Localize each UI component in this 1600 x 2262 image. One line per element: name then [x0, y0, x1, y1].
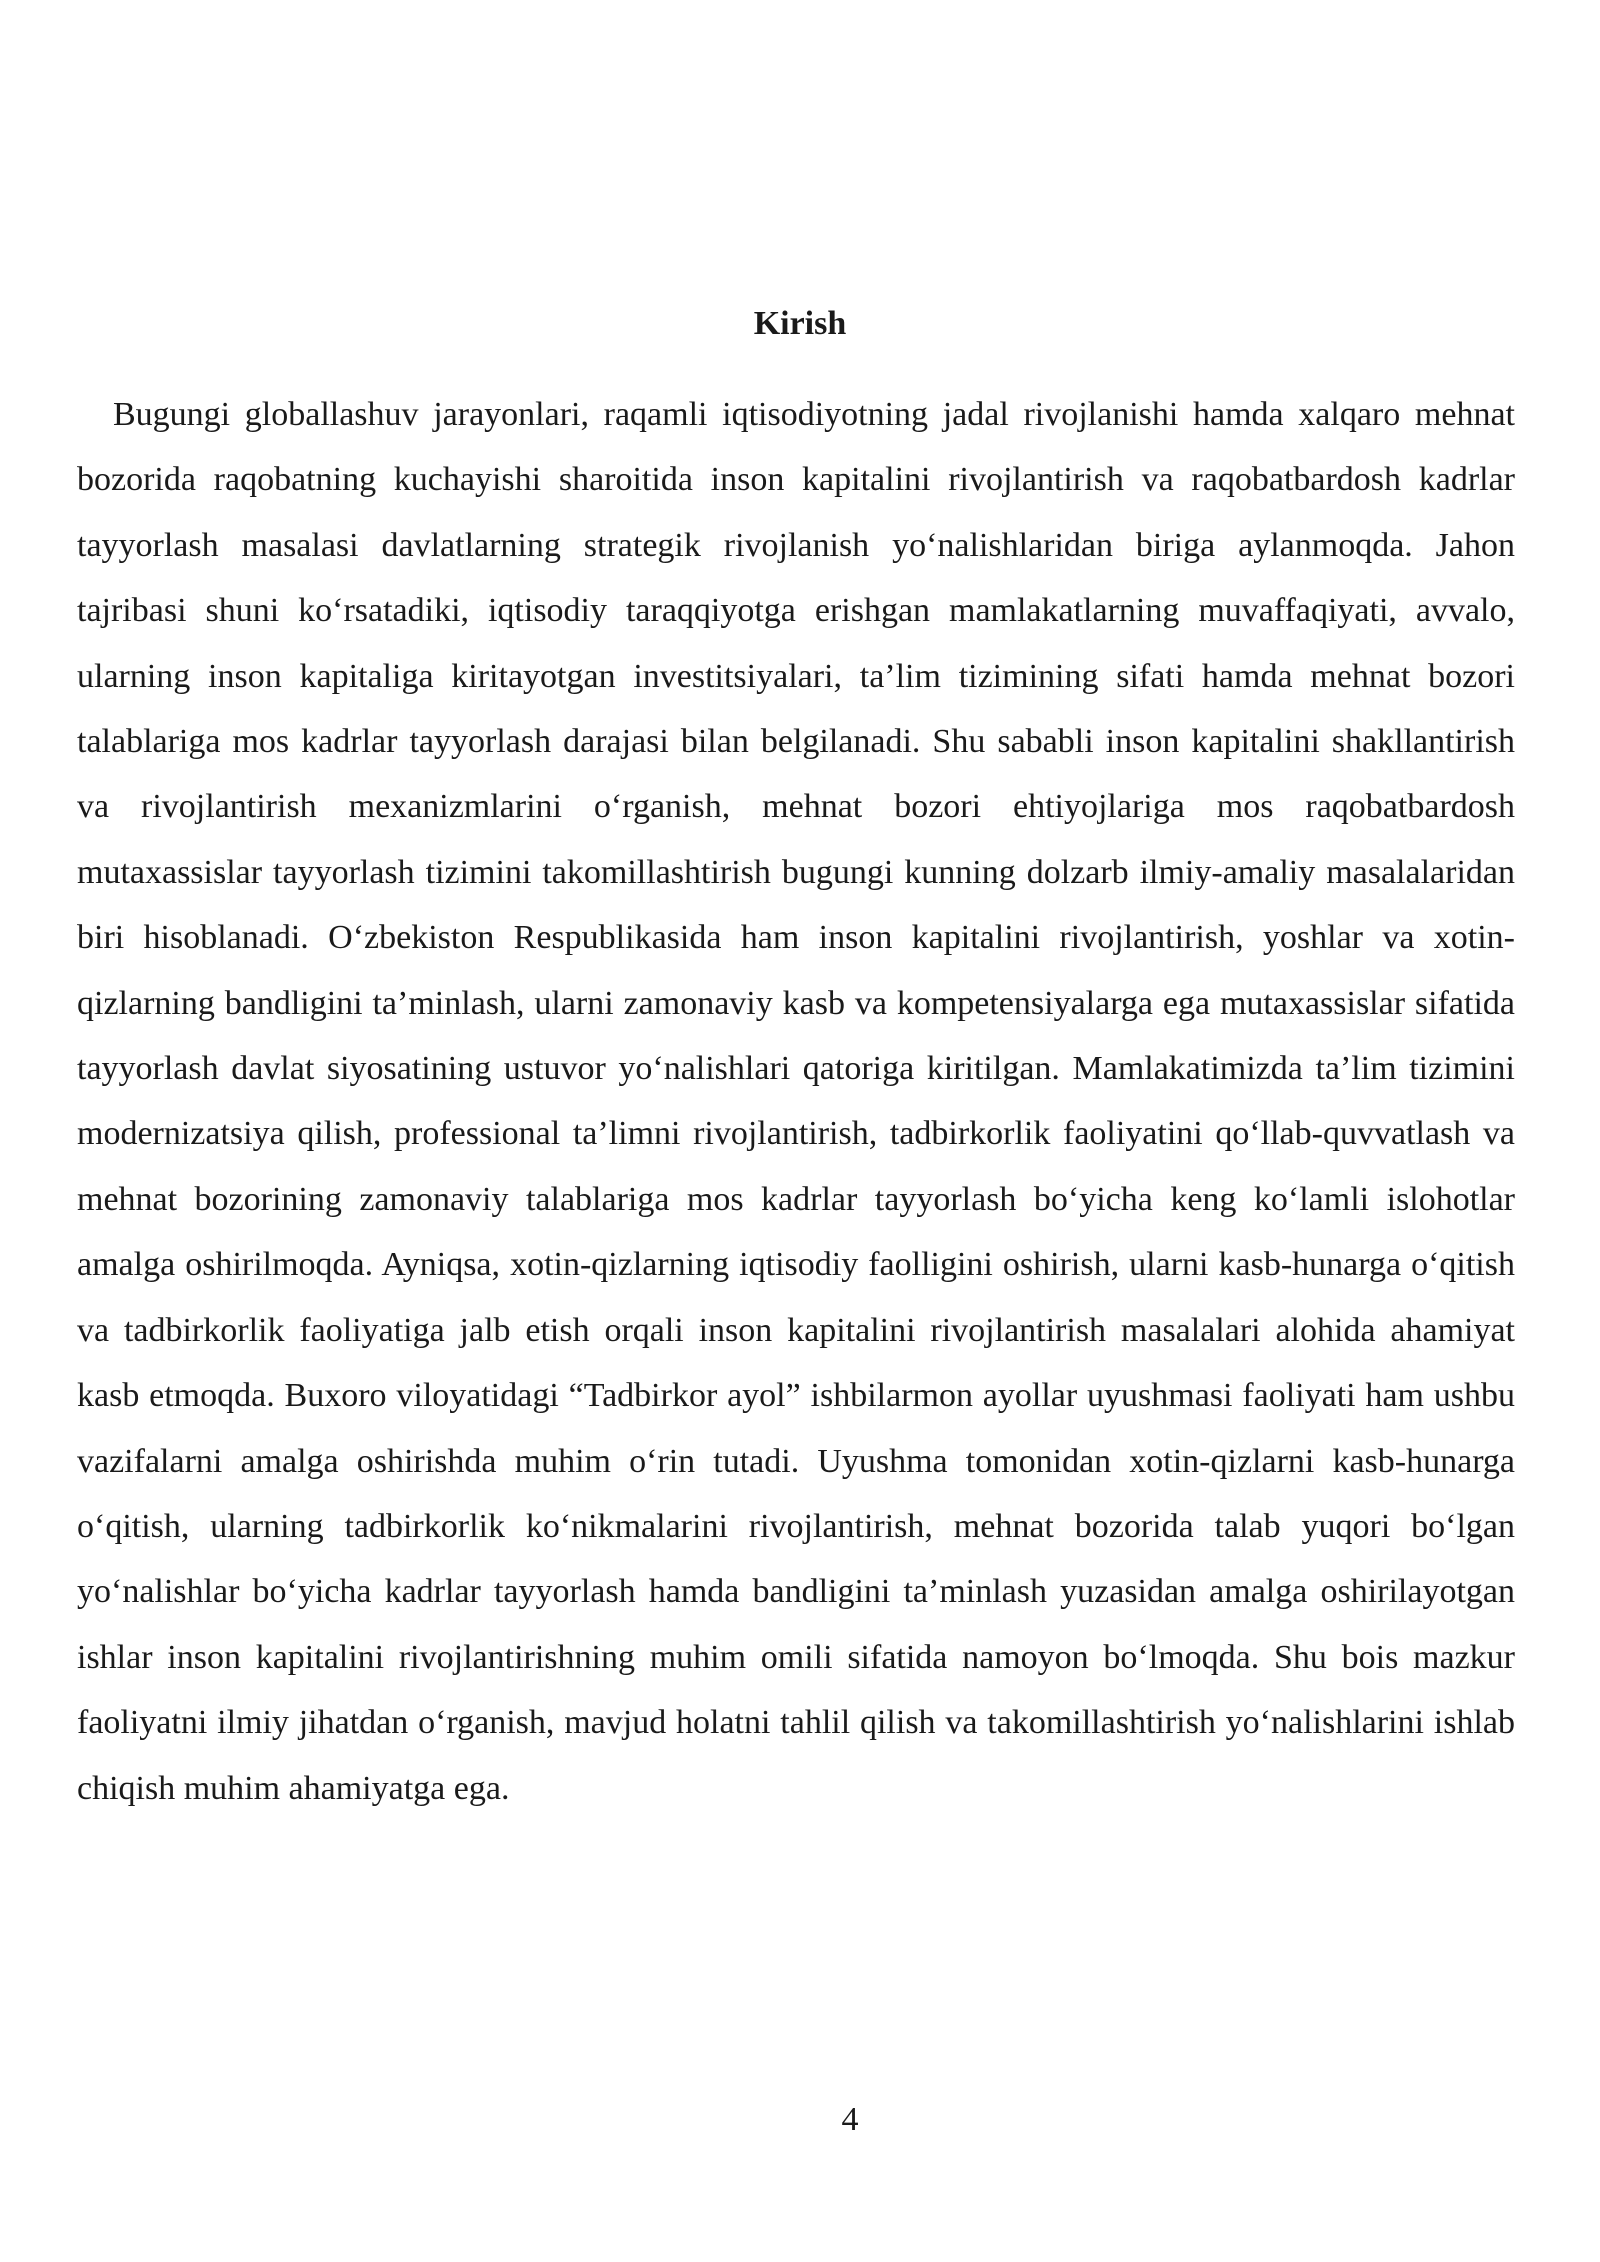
page-number: 4: [841, 2101, 859, 2138]
section-heading: Kirish: [753, 305, 847, 342]
body-paragraph: Bugungi globallashuv jarayonlari, raqamli iqtisodiyotning jadal rivojlanishi hamda xalqaro mehnat bozorida raqobatning kuchayishi sharoitida inson kapitalini rivojlantirish va raqobatbardosh kadrlar tayyorlash masalasi davlatlarning strategik rivojlanish yo‘nalishlaridan biriga aylanmoqda. Jahon tajribasi shuni ko‘rsatadiki, iqtisodiy taraqqiyotga erishgan mamlakatlarning muvaffaqiyati, avvalo, ularning inson kapitaliga kiritayotgan investitsiyalari, ta’lim tizimining sifati hamda mehnat bozori talablariga mos kadrlar tayyorlash darajasi bilan belgilanadi. Shu sababli inson kapitalini shakllantirish va rivojlantirish mexanizmlarini o‘rganish, mehnat bozori ehtiyojlariga mos raqobatbardosh mutaxassislar tayyorlash tizimini takomillashtirish bugungi kunning dolzarb ilmiy-amaliy masalalaridan biri hisoblanadi. O‘zbekiston Respublikasida ham inson kapitalini rivojlantirish, yoshlar va xotin-qizlarning bandligini ta’minlash, ularni zamonaviy kasb va kompetensiyalarga ega mutaxassislar sifatida tayyorlash davlat siyosatining ustuvor yo‘nalishlari qatoriga kiritilgan. Mamlakatimizda ta’lim tizimini modernizatsiya qilish, professional ta’limni rivojlantirish, tadbirkorlik faoliyatini qo‘llab-quvvatlash va mehnat bozorining zamonaviy talablariga mos kadrlar tayyorlash bo‘yicha keng ko‘lamli islohotlar amalga oshirilmoqda. Ayniqsa, xotin-qizlarning iqtisodiy faolligini oshirish, ularni kasb-hunarga o‘qitish va tadbirkorlik faoliyatiga jalb etish orqali inson kapitalini rivojlantirish masalalari alohida ahamiyat kasb etmoqda. Buxoro viloyatidagi “Tadbirkor ayol” ishbilarmon ayollar uyushmasi faoliyati ham ushbu vazifalarni amalga oshirishda muhim o‘rin tutadi. Uyushma tomonidan xotin-qizlarni kasb-hunarga o‘qitish, ularning tadbirkorlik ko‘nikmalarini rivojlantirish, mehnat bozorida talab yuqori bo‘lgan yo‘nalishlar bo‘yicha kadrlar tayyorlash hamda bandligini ta’minlash yuzasidan amalga oshirilayotgan ishlar inson kapitalini rivojlantirishning muhim omili sifatida namoyon bo‘lmoqda. Shu bois mazkur faoliyatni ilmiy jihatdan o‘rganish, mavjud holatni tahlil qilish va takomillashtirish yo‘nalishlarini ishlab chiqish muhim ahamiyatga ega.: [77, 396, 1515, 1807]
